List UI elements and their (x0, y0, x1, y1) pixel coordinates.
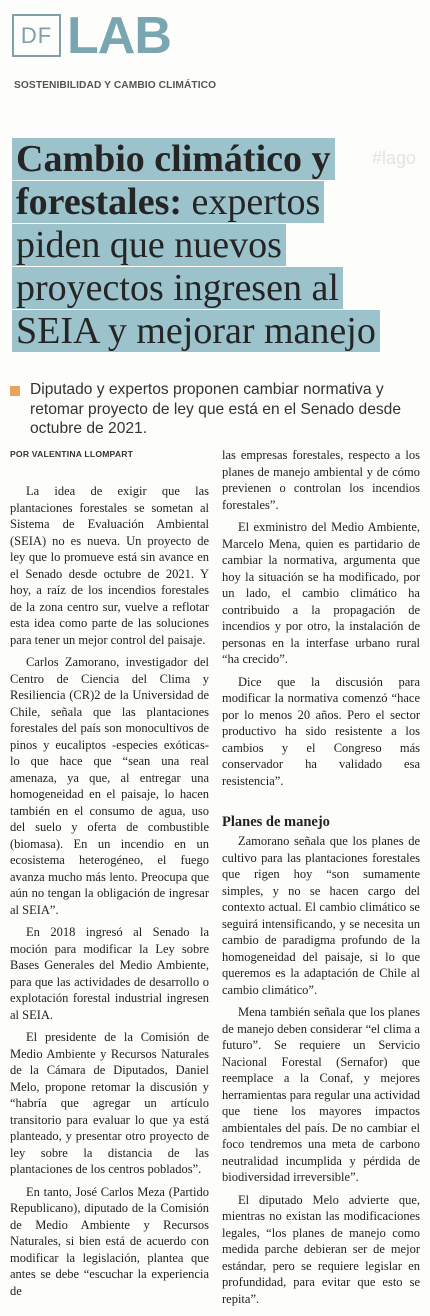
article-headline (12, 138, 412, 353)
lab-logo-text: LAB (67, 7, 171, 65)
paragraph: Mena también señala que los planes de manejo deben considerar “el clima a futuro”. Se requiere un Servicio Nacional Forestal (Sernafor) que reemplace a la Conaf, y mejores herramientas para regular una actividad que tiene los mayores impactos ambientales del país. De no cambiar el foco tendremos una meta de carbono neutralidad incumplida y pérdida de biodiversidad irreversible”. (222, 1005, 420, 1184)
paragraph: Dice que la discusión para modificar la normativa comenzó “hace por lo menos 20 años. Pero el sector productivo ha sido resistente a los cambios y el Congreso más conservador ha validado esa resistencia”. (222, 674, 420, 788)
section-subtitle: SOSTENIBILIDAD Y CAMBIO CLIMÁTICO (14, 80, 217, 91)
headline-bold: Cambio climático y forestales: (16, 138, 331, 223)
paragraph: Carlos Zamorano, investigador del Centro de Ciencia del Clima y Resiliencia (CR)2 de la Universidad de Chile, señala que las plantaciones forestales del país son monocultivos de pinos y eucaliptos -especies exóticas- lo que hace que “sean una real amenaza, ya que, al entregar una homogeneidad en el paisaje, lo hacen también en el consumo de agua, uso del suelo y oferta de combustible (biomasa). En un incendio en un ecosistema heterogéneo, el fuego avanza mucho más lento. Preocupa que aún no tengan la obligación de ingresar al SEIA”. (10, 655, 209, 917)
paragraph: El diputado Melo advierte que, mientras no existan las modificaciones legales, “los planes de manejo como medida parche debieran ser de mejor estándar, pero se requiere legislar en profundidad, para evitar que esto se repita”. (222, 1192, 420, 1306)
paragraph: El exministro del Medio Ambiente, Marcelo Mena, quien es partidario de cambiar la normativa, argumenta que hoy la situación se ha modificado, por un lado, el cambio climático ha contribuido a la propagación de incendios y por otro, la instalación de personas en la interfase urbano rural “ha crecido”. (222, 520, 420, 666)
lead-text: Diputado y expertos proponen cambiar normativa y retomar proyecto de ley que está en el Senado desde octubre de 2021. (30, 381, 402, 437)
column-left (10, 483, 209, 1305)
headline-rest: expertos piden que nuevos proyectos ingresen al SEIA y mejorar manejo (16, 181, 376, 352)
paragraph: las empresas forestales, respecto a los planes de manejo ambiental y de cómo previenen o controlan los incendios forestales”. (222, 448, 420, 512)
paragraph: Zamorano señala que los planes de cultivo para las plantaciones forestales que rigen hoy “son sumamente simples, y no se hacen cargo del contexto actual. El cambio climático se seguirá intensificando, y se necesita un cambio de paradigma profundo de la homogeneidad del paisaje, si lo que queremos es la adaptación de Chile al cambio climático”. (222, 834, 420, 997)
df-logo-box: DF (12, 14, 61, 57)
brand-logo (12, 7, 171, 65)
article-lead (10, 380, 420, 439)
paragraph: En 2018 ingresó al Senado la moción para modificar la Ley sobre Bases Generales del Medio Ambiente, para que las actividades de desarrollo o explotación forestal industrial ingresen al SEIA. (10, 925, 209, 1022)
column-right (222, 447, 420, 1313)
paragraph: En tanto, José Carlos Meza (Partido Republicano), diputado de la Comisión de Medio Ambiente y Recursos Naturales, si bien está de acuerdo con modificar la legislación, plantea que antes se debe “escuchar la experiencia de (10, 1184, 209, 1298)
paragraph: El presidente de la Comisión de Medio Ambiente y Recursos Naturales de la Cámara de Diputados, Daniel Melo, propone retomar la discusión y “habría que agregar un artículo transitorio para evaluar lo que ya está planteado, y presentar otro proyecto de ley sobre la distancia de las plantaciones de los centros poblados”. (10, 1030, 209, 1176)
lead-bullet-square-icon (10, 386, 20, 396)
subheading: Planes de manejo (222, 814, 330, 830)
paragraph: La idea de exigir que las plantaciones forestales se sometan al Sistema de Evaluación Ambiental (SEIA) no es nueva. Un proyecto de ley que lo promueve está sin avance en el Senado desde octubre de 2021. Y hoy, a raíz de los incendios forestales de la zona centro sur, vuelve a reflotar esta idea como parte de las soluciones para tener un mejor control del paisaje. (10, 484, 209, 647)
byline: POR VALENTINA LLOMPART (10, 449, 134, 459)
watermark-hashtag: #lago (372, 148, 417, 168)
